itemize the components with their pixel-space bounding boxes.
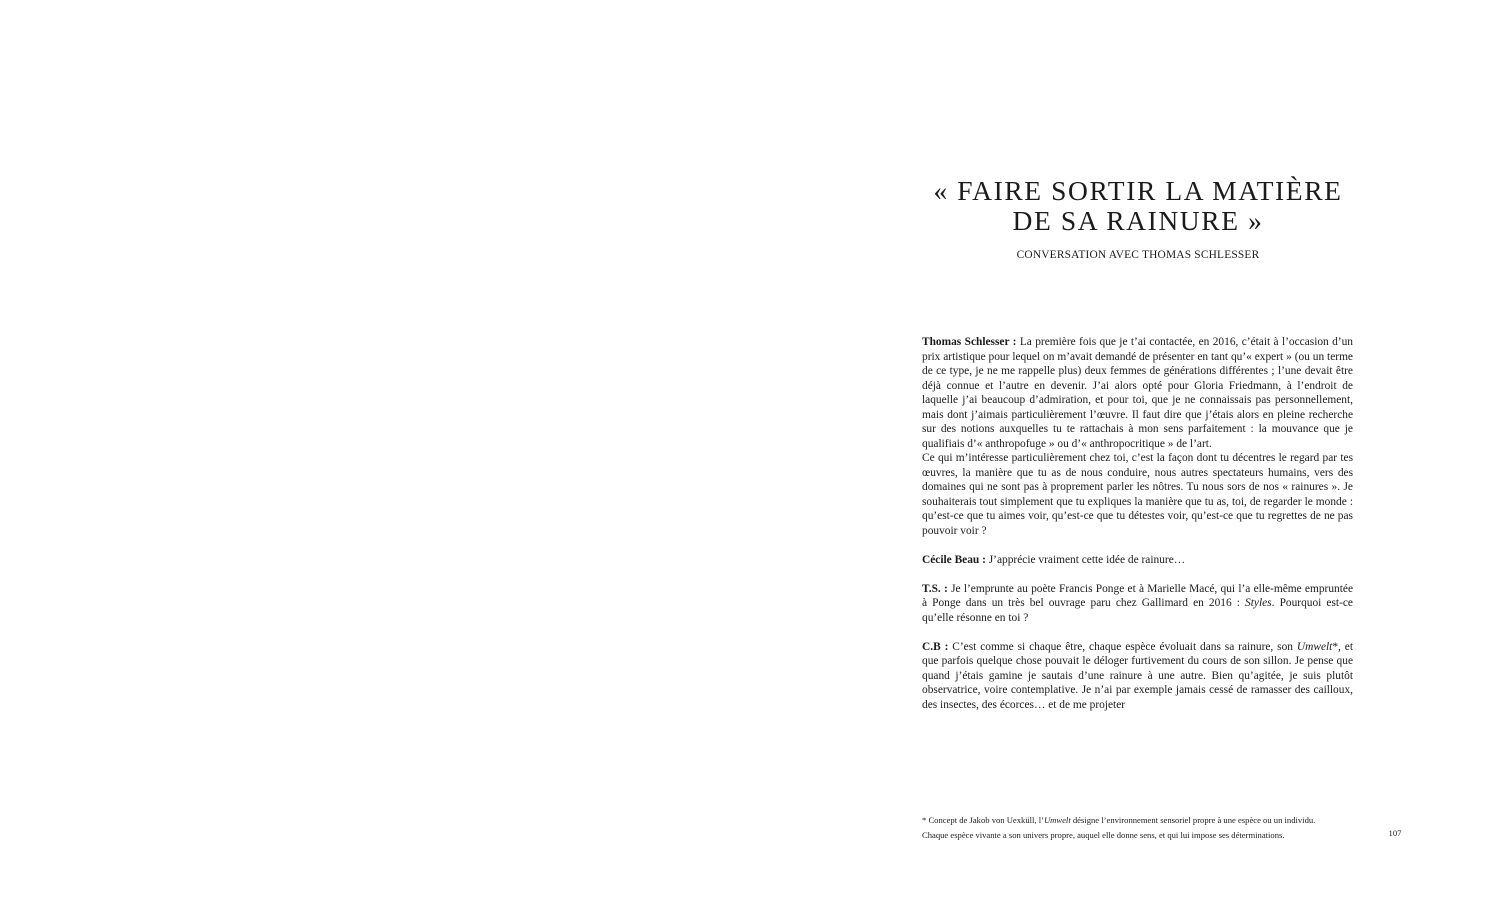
footnote-line-1 (922, 813, 1362, 828)
page-number: 107 (1388, 828, 1402, 838)
paragraph-text: La première fois que je t’ai contactée, en 2016, c’était à l’occasion d’un prix artistique pour lequel on m’avait demandé de présenter en tant qu’« expert » (ou un terme de ce type, je ne me rappelle plus) deux femmes de générations différentes ; l’une devait être déjà connue et l’autre en devenir. J’ai alors opté pour Gloria Friedmann, à l’endroit de laquelle j’ai beaucoup d’admiration, et pour toi, que je ne connaissais pas personnellement, mais dont j’aimais particulièrement l’œuvre. Il faut dire que j’étais alors en pleine recherche sur des notions auxquelles tu te rattachais à mon sens parfaitement : la mouvance que je qualifiais d’« anthropofuge » ou d’« anthropocritique » de l’art. (922, 336, 1353, 450)
footnote-text: désigne l’environnement sensoriel propre à une espèce ou un individu. (1070, 815, 1316, 825)
speaker-label: Thomas Schlesser : (922, 336, 1017, 348)
paragraph-text: . Pourquoi est-ce qu’elle résonne en toi ? (922, 597, 1353, 624)
paragraph-text: C’est comme si chaque être, chaque espèce évoluait dans sa rainure, son (948, 640, 1297, 653)
paragraph-text: J’apprécie vraiment cette idée de rainure… (985, 553, 1186, 566)
paragraph-text: Je l’emprunte au poète Francis Ponge et à Marielle Macé, qui l’a elle-même empruntée à Ponge dans un très bel ouvrage paru chez Gallimard en 2016 : (922, 582, 1353, 609)
paragraph-text: *, et que parfois quelque chose pouvait le déloger furtivement du cours de son sillon. Je pense que quand j’étais gamine je sautais d’une rainure à une autre. Bien qu’agitée, je suis plutôt observatrice, voire contemplative. Je n’ai par exemple jamais cessé de ramasser des cailloux, des insectes, des écorces… et de me projeter (922, 640, 1353, 711)
paragraph-thomas-schlesser-3 (922, 582, 1353, 626)
paragraph-cecile-beau-2 (922, 640, 1353, 713)
paragraph-thomas-schlesser-1 (922, 335, 1353, 451)
chapter-title-line-1: « FAIRE SORTIR LA MATIÈRE (933, 175, 1343, 206)
footnote-text: * Concept de Jakob von Uexküll, l’ (922, 815, 1044, 825)
paragraph-cecile-beau-1 (922, 553, 1353, 568)
chapter-title (886, 176, 1390, 236)
footnote (922, 813, 1362, 843)
footnote-term: Umwelt (1043, 815, 1071, 825)
umwelt-term: Umwelt (1296, 640, 1333, 653)
chapter-subtitle: CONVERSATION AVEC THOMAS SCHLESSER (1016, 249, 1260, 261)
speaker-label: Cécile Beau : (922, 553, 986, 566)
footnote-line-2: Chaque espèce vivante a son univers propre, auquel elle donne sens, et qui lui impose ses déterminations. (922, 830, 1285, 840)
paragraph-text: Ce qui m’intéresse particulièrement chez toi, c’est la façon dont tu décentres le regard par tes œuvres, la manière que tu as de nous conduire, nous autres spectateurs humains, vers des domaines qui ne sont pas à proprement parler les nôtres. Tu nous sors de nos « rainures ». Je souhaiterais tout simplement que tu expliques la manière que tu as, toi, de regarder le monde : qu’est-ce que tu aimes voir, qu’est-ce que tu détestes voir, qu’est-ce que tu regrettes de ne pas pouvoir voir ? (922, 452, 1353, 537)
speaker-label: C.B : (922, 640, 949, 653)
paragraph-thomas-schlesser-2 (922, 451, 1353, 538)
speaker-label: T.S. : (922, 582, 948, 595)
chapter-title-line-2: DE SA RAINURE » (1012, 205, 1264, 236)
book-title: Styles (1245, 597, 1272, 609)
interview-body (922, 335, 1353, 712)
